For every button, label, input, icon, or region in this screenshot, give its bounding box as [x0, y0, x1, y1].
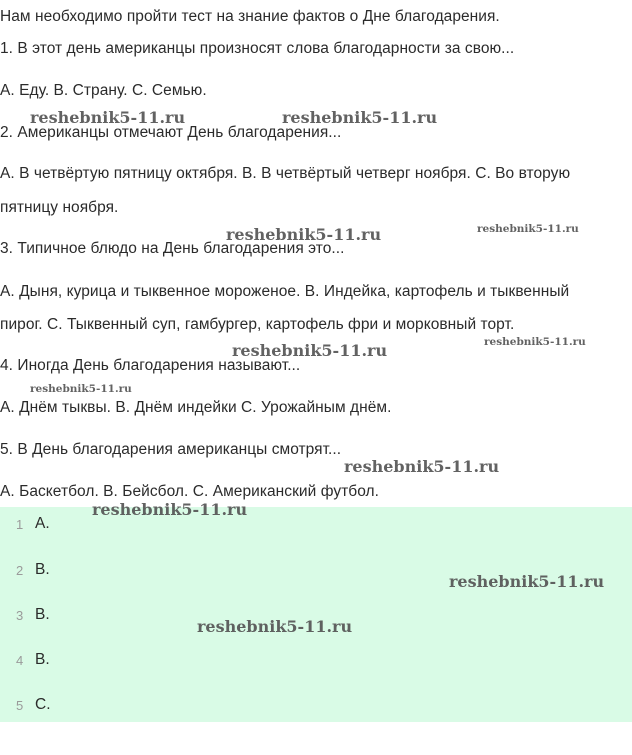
answer-value: В. — [35, 606, 50, 623]
question-1-options: А. Еду. В. Страну. С. Семью. — [0, 82, 207, 99]
watermark-text: reshebnik5-11.ru — [226, 225, 382, 244]
watermark-text: reshebnik5-11.ru — [92, 500, 248, 519]
watermark-text: reshebnik5-11.ru — [30, 108, 186, 127]
watermark-text: reshebnik5-11.ru — [477, 223, 579, 235]
question-4: 4. Иногда День благодарения называют... — [0, 357, 301, 374]
answers-block — [0, 507, 632, 722]
question-5-options: А. Баскетбол. В. Бейсбол. С. Американский футбол. — [0, 483, 379, 500]
answer-value: С. — [35, 696, 51, 713]
watermark-text: reshebnik5-11.ru — [197, 617, 353, 636]
answer-number: 5 — [16, 698, 24, 713]
answer-number: 3 — [16, 608, 24, 623]
watermark-text: reshebnik5-11.ru — [344, 457, 500, 476]
question-5: 5. В День благодарения американцы смотрят... — [0, 441, 342, 458]
answer-number: 2 — [16, 563, 24, 578]
answer-value: А. — [35, 515, 50, 532]
question-4-options: А. Днём тыквы. В. Днём индейки С. Урожайным днём. — [0, 399, 392, 416]
watermark-text: reshebnik5-11.ru — [449, 572, 605, 591]
intro-text: Нам необходимо пройти тест на знание фактов о Дне благодарения. — [0, 8, 500, 25]
answer-number: 4 — [16, 653, 24, 668]
watermark-text: reshebnik5-11.ru — [282, 108, 438, 127]
question-3-options-cont: пирог. С. Тыквенный суп, гамбургер, картофель фри и морковный торт. — [0, 316, 515, 333]
question-2-options-cont: пятницу ноября. — [0, 199, 119, 216]
watermark-text: reshebnik5-11.ru — [30, 383, 132, 395]
watermark-text: reshebnik5-11.ru — [484, 336, 586, 348]
question-2-options: А. В четвёртую пятницу октября. В. В четвёртый четверг ноября. С. Во вторую — [0, 165, 571, 182]
question-1: 1. В этот день американцы произносят слова благодарности за свою... — [0, 40, 515, 57]
answer-value: В. — [35, 561, 50, 578]
answer-value: В. — [35, 651, 50, 668]
question-3: 3. Типичное блюдо на День благодарения это... — [0, 240, 345, 257]
question-2: 2. Американцы отмечают День благодарения... — [0, 124, 342, 141]
question-3-options: А. Дыня, курица и тыквенное мороженое. В. Индейка, картофель и тыквенный — [0, 283, 570, 300]
answer-number: 1 — [16, 517, 24, 532]
watermark-text: reshebnik5-11.ru — [232, 341, 388, 360]
